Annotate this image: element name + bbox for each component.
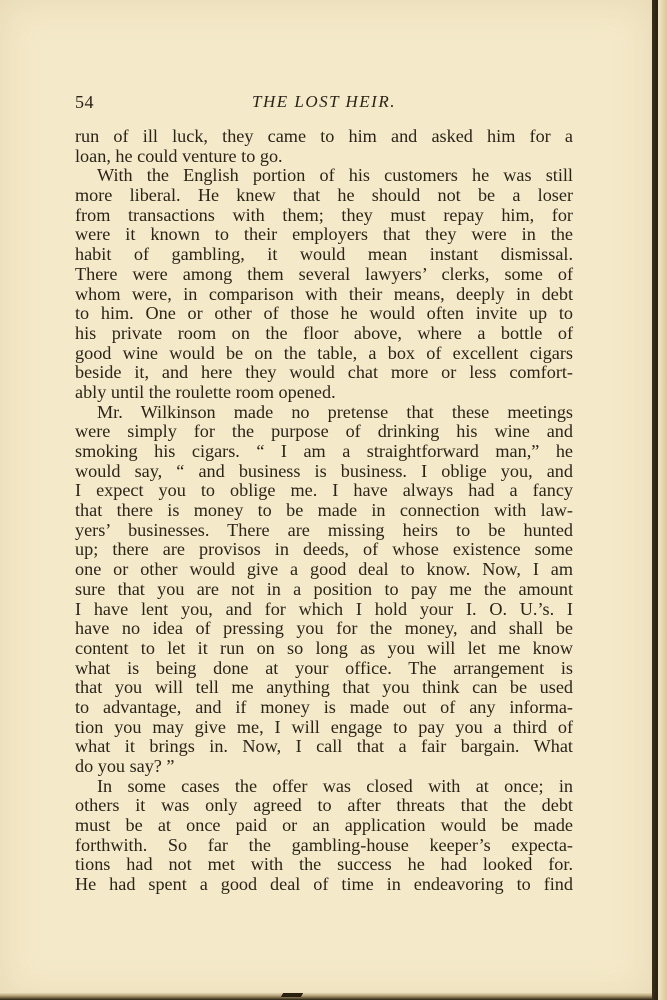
text-line: whom were, in comparison with their means, deeply in debt bbox=[75, 283, 573, 304]
text-line: good wine would be on the table, a box of excellent cigars bbox=[75, 342, 573, 363]
text-line: do you say? ” bbox=[75, 756, 175, 776]
text-line: habit of gambling, it would mean instant dismissal. bbox=[75, 244, 573, 265]
text-line: I expect you to oblige me. I have always had a fancy bbox=[75, 480, 573, 501]
text-line: yers’ businesses. There are missing heirs to be hunted bbox=[75, 519, 573, 540]
text-line: to advantage, and if money is made out of any informa- bbox=[75, 696, 573, 717]
text-line: I have lent you, and for which I hold your I. O. U.’s. I bbox=[75, 598, 573, 619]
text-line: loan, he could venture to go. bbox=[75, 145, 283, 166]
text-line: others it was only agreed to after threats that the debt bbox=[75, 795, 573, 816]
text-line: tions had not met with the success he had looked for. bbox=[75, 854, 573, 875]
text-line: He had spent a good deal of time in endeavoring to find bbox=[75, 874, 573, 895]
text-line: beside it, and here they would chat more or less comfort- bbox=[75, 362, 573, 383]
text-line: to him. One or other of those he would often invite up to bbox=[75, 303, 573, 324]
text-line: With the English portion of his customers he was still bbox=[97, 165, 573, 186]
page-header bbox=[75, 92, 573, 116]
body-text bbox=[75, 127, 573, 895]
running-title: THE LOST HEIR. bbox=[252, 92, 396, 111]
text-line: his private room on the floor above, where a bottle of bbox=[75, 322, 573, 343]
text-line: There were among them several lawyers’ clerks, some of bbox=[75, 263, 573, 284]
text-line: up; there are provisos in deeds, of whose existence some bbox=[75, 539, 573, 560]
text-line: tion you may give me, I will engage to pay you a third of bbox=[75, 716, 573, 737]
text-line: In some cases the offer was closed with at once; in bbox=[97, 775, 573, 796]
page-binding-edge bbox=[652, 0, 667, 1000]
text-line: must be at once paid or an application would be made bbox=[75, 815, 573, 836]
text-line: forthwith. So far the gambling-house keeper’s expecta- bbox=[75, 834, 573, 855]
text-line: would say, “ and business is business. I oblige you, and bbox=[75, 460, 573, 481]
text-line: have no idea of pressing you for the money, and shall be bbox=[75, 618, 573, 639]
text-line: were simply for the purpose of drinking his wine and bbox=[75, 421, 573, 442]
text-line: what it brings in. Now, I call that a fair bargain. What bbox=[75, 736, 573, 757]
text-line: content to let it run on so long as you will let me know bbox=[75, 637, 573, 658]
text-line: from transactions with them; they must repay him, for bbox=[75, 204, 573, 225]
text-line: that you will tell me anything that you think can be used bbox=[75, 677, 573, 698]
text-line: run of ill luck, they came to him and asked him for a bbox=[75, 126, 573, 146]
text-line: one or other would give a good deal to know. Now, I am bbox=[75, 559, 573, 580]
text-line: ably until the roulette room opened. bbox=[75, 381, 336, 402]
bottom-ornament bbox=[281, 993, 303, 997]
text-line: sure that you are not in a position to pay me the amount bbox=[75, 578, 573, 599]
text-line: Mr. Wilkinson made no pretense that these meetings bbox=[97, 401, 573, 422]
text-line: smoking his cigars. “ I am a straightforward man,” he bbox=[75, 441, 573, 461]
text-line: were it known to their employers that they were in the bbox=[75, 224, 573, 245]
text-line: more liberal. He knew that he should not be a loser bbox=[75, 185, 573, 206]
page-bottom-edge bbox=[0, 992, 652, 1000]
text-line: that there is money to be made in connection with law- bbox=[75, 500, 573, 521]
page-number: 54 bbox=[75, 92, 94, 112]
text-line: what is being done at your office. The arrangement is bbox=[75, 657, 573, 678]
